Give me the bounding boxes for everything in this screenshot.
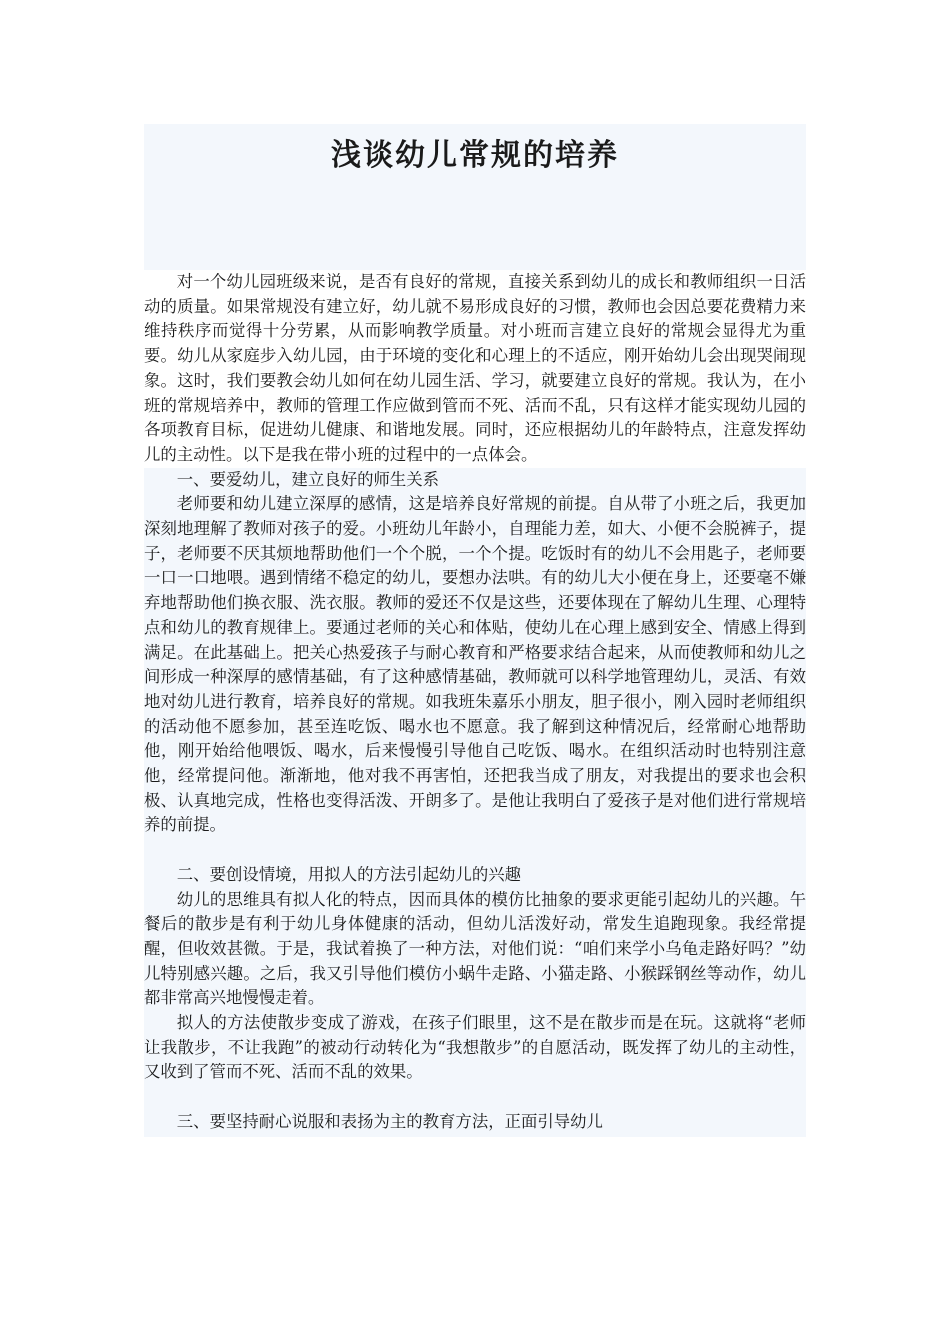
blank-line [144,1085,806,1110]
section-2-paragraph-1: 幼儿的思维具有拟人化的特点，因而具体的模仿比抽象的要求更能引起幼儿的兴趣。午餐后的散步是有利于幼儿身体健康的活动，但幼儿活泼好动，常发生追跑现象。我经常提醒，但收效甚微。于是，我试着换了一种方法，对他们说：“咱们来学小乌龟走路好吗？”幼儿特别感兴趣。之后，我又引导他们模仿小蜗牛走路、小猫走路、小猴踩钢丝等动作，幼儿都非常高兴地慢慢走着。 [144,889,806,1008]
document-title: 浅谈幼儿常规的培养 [331,138,619,173]
intro-paragraph: 对一个幼儿园班级来说，是否有良好的常规，直接关系到幼儿的成长和教师组织一日活动的质量。如果常规没有建立好，幼儿就不易形成良好的习惯，教师也会因总要花费精力来维持秩序而觉得十分劳累，从而影响教学质量。对小班而言建立良好的常规会显得尤为重要。幼儿从家庭步入幼儿园，由于环境的变化和心理上的不适应，刚开始幼儿会出现哭闹现象。这时，我们要教会幼儿如何在幼儿园生活、学习，就要建立良好的常规。我认为，在小班的常规培养中，教师的管理工作应做到管而不死、活而不乱，只有这样才能实现幼儿园的各项教育目标，促进幼儿健康、和谐地发展。同时，还应根据幼儿的年龄特点，注意发挥幼儿的主动性。以下是我在带小班的过程中的一点体会。 [144,270,806,468]
blank-line [144,838,806,863]
section-1-paragraph: 老师要和幼儿建立深厚的感情，这是培养良好常规的前提。自从带了小班之后，我更加深刻地理解了教师对孩子的爱。小班幼儿年龄小，自理能力差，如大、小便不会脱裤子，提子，老师要不厌其烦地帮助他们一个个脱，一个个提。吃饭时有的幼儿不会用匙子，老师要一口一口地喂。遇到情绪不稳定的幼儿，要想办法哄。有的幼儿大小便在身上，还要毫不嫌弃地帮助他们换衣服、洗衣服。教师的爱还不仅是这些，还要体现在了解幼儿生理、心理特点和幼儿的教育规律上。要通过老师的关心和体贴，使幼儿在心理上感到安全、情感上得到满足。在此基础上。把关心热爱孩子与耐心教育和严格要求结合起来，从而使教师和幼儿之间形成一种深厚的感情基础，有了这种感情基础，教师就可以科学地管理幼儿，灵活、有效地对幼儿进行教育，培养良好的常规。如我班朱嘉乐小朋友，胆子很小，刚入园时老师组织的活动他不愿参加，甚至连吃饭、喝水也不愿意。我了解到这种情况后，经常耐心地帮助他，刚开始给他喂饭、喝水，后来慢慢引导他自己吃饭、喝水。在组织活动时也特别注意他，经常提问他。渐渐地，他对我不再害怕，还把我当成了朋友，对我提出的要求也会积极、认真地完成，性格也变得活泼、开朗多了。是他让我明白了爱孩子是对他们进行常规培养的前提。 [144,494,806,835]
section-1-heading: 一、要爱幼儿，建立良好的师生关系 [176,469,440,489]
title-block [144,124,806,270]
document-body [144,270,806,1137]
section-2-paragraph-2: 拟人的方法使散步变成了游戏，在孩子们眼里，这不是在散步而是在玩。这就将“老师让我散步，不让我跑”的被动行动转化为“我想散步”的自愿活动，既发挥了幼儿的主动性，又收到了管而不死、活而不乱的效果。 [144,1013,806,1082]
document-page [144,124,806,1137]
section-2-heading: 二、要创设情境，用拟人的方法引起幼儿的兴趣 [176,864,521,884]
section-3-heading: 三、要坚持耐心说服和表扬为主的教育方法，正面引导幼儿 [176,1111,603,1131]
